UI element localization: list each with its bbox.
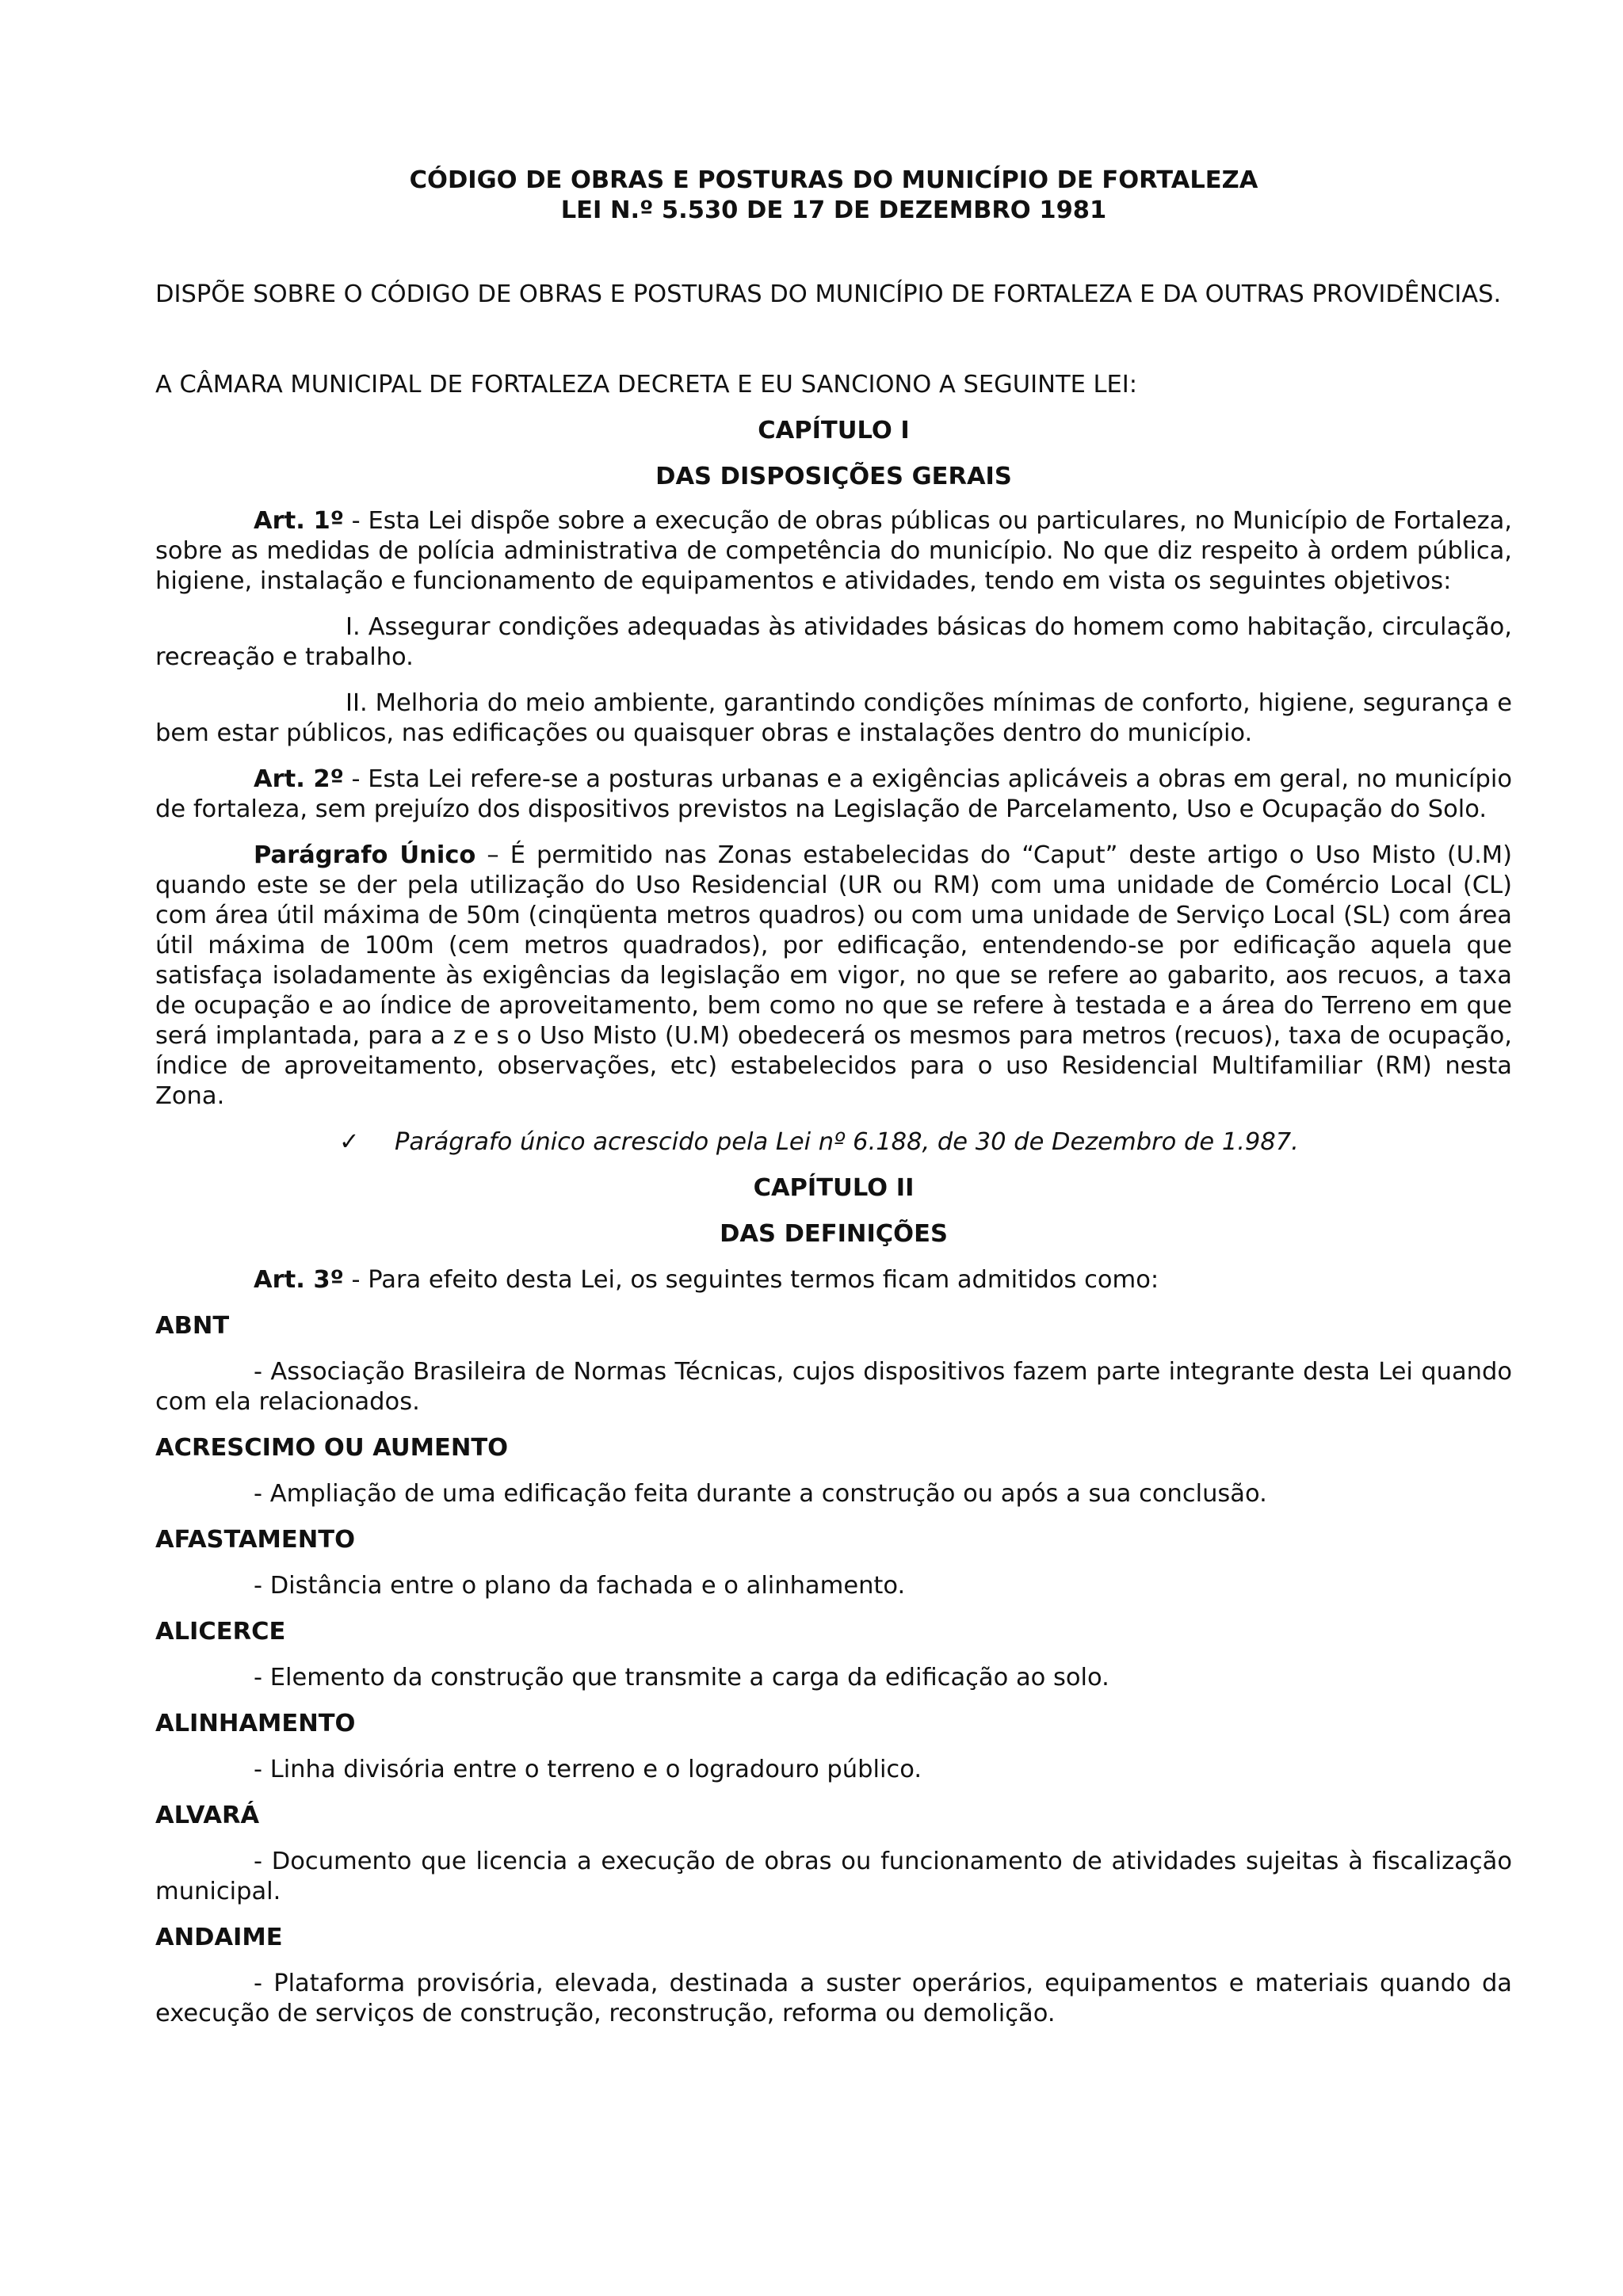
definition-term: ALVARÁ [155, 1802, 260, 1829]
article-3-text: - Para efeito desta Lei, os seguintes termos ficam admitidos como: [343, 1266, 1159, 1294]
article-2 [155, 765, 1512, 825]
definition-term: ANDAIME [155, 1924, 283, 1951]
definition-text: - Elemento da construção que transmite a carga da edificação ao solo. [254, 1664, 1109, 1691]
article-2-label: Art. 2º [254, 765, 344, 793]
definition-text: - Associação Brasileira de Normas Técnicas, cujos dispositivos fazem parte integrante desta Lei quando com ela relacionados. [155, 1358, 1512, 1416]
definition-term: ACRESCIMO OU AUMENTO [155, 1434, 509, 1462]
decree-statement: A CÂMARA MUNICIPAL DE FORTALEZA DECRETA E EU SANCIONO A SEGUINTE LEI: [155, 371, 1138, 399]
article-1-text: - Esta Lei dispõe sobre a execução de obras públicas ou particulares, no Município de Fortaleza, sobre as medidas de polícia administrativa de competência do município. No que diz respeito à ordem pública, higiene, instalação e funcionamento de equipamentos e atividades, tendo em vista os seguintes objetivos: [155, 507, 1512, 595]
definition-text: - Distância entre o plano da fachada e o alinhamento. [254, 1572, 906, 1600]
sole-paragraph-label: Parágrafo Único [254, 841, 476, 869]
definition-term: ABNT [155, 1312, 230, 1340]
sole-paragraph [155, 841, 1512, 1112]
definition-text: - Linha divisória entre o terreno e o logradouro público. [254, 1756, 922, 1783]
checkmark-icon: ✓ [339, 1128, 360, 1156]
chapter-2-number: CAPÍTULO II [753, 1174, 915, 1202]
article-3-label: Art. 3º [254, 1266, 344, 1294]
definition-text: - Documento que licencia a execução de obras ou funcionamento de atividades sujeitas à fiscalização municipal. [155, 1848, 1512, 1905]
article-1-label: Art. 1º [254, 507, 344, 535]
chapter-1-name: DAS DISPOSIÇÕES GERAIS [655, 463, 1012, 490]
article-3 [155, 1265, 1512, 1295]
law-number: LEI N.º 5.530 DE 17 DE DEZEMBRO 1981 [560, 196, 1107, 224]
article-1-item-1: I. Assegurar condições adequadas às atividades básicas do homem como habitação, circulação, recreação e trabalho. [155, 613, 1512, 671]
amendment-note-text: Parágrafo único acrescido pela Lei nº 6.188, de 30 de Dezembro de 1.987. [395, 1128, 1299, 1156]
definition-term: ALICERCE [155, 1618, 286, 1646]
amendment-note [155, 1127, 1512, 1158]
article-1-item-2: II. Melhoria do meio ambiente, garantindo condições mínimas de conforto, higiene, segurança e bem estar públicos, nas edificações ou quaisquer obras e instalações dentro do município. [155, 689, 1512, 747]
definition-text: - Plataforma provisória, elevada, destinada a suster operários, equipamentos e materiais quando da execução de serviços de construção, reconstrução, reforma ou demolição. [155, 1970, 1512, 2027]
definition-term: AFASTAMENTO [155, 1526, 355, 1554]
article-2-text: - Esta Lei refere-se a posturas urbanas e a exigências aplicáveis a obras em geral, no município de fortaleza, sem prejuízo dos dispositivos previstos na Legislação de Parcelamento, Uso e Ocupação do Solo. [155, 765, 1512, 823]
definition-text: - Ampliação de uma edificação feita durante a construção ou após a sua conclusão. [254, 1480, 1267, 1508]
article-1 [155, 506, 1512, 597]
ementa: DISPÕE SOBRE O CÓDIGO DE OBRAS E POSTURAS DO MUNICÍPIO DE FORTALEZA E DA OUTRAS PROVIDÊNCIAS. [155, 280, 1502, 308]
chapter-2-name: DAS DEFINIÇÕES [720, 1220, 948, 1248]
chapter-1-number: CAPÍTULO I [758, 417, 910, 444]
document-title: CÓDIGO DE OBRAS E POSTURAS DO MUNICÍPIO DE FORTALEZA [409, 166, 1258, 194]
definition-term: ALINHAMENTO [155, 1710, 356, 1737]
sole-paragraph-text: – É permitido nas Zonas estabelecidas do “Caput” deste artigo o Uso Misto (U.M) quando este se der pela utilização do Uso Residencial (UR ou RM) com uma unidade de Comércio Local (CL) com área útil máxima de 50m (cinqüenta metros quadros) ou com uma unidade de Serviço Local (SL) com área útil máxima de 100m (cem metros quadrados), por edificação, entendendo-se por edificação aquela que satisfaça isoladamente às exigências da legislação em vigor, no que se refere ao gabarito, aos recuos, a taxa de ocupação e ao índice de aproveitamento, bem como no que se refere à testada e a área do Terreno em que será implantada, para a z e s o Uso Misto (U.M) obedecerá os mesmos para metros (recuos), taxa de ocupação, índice de aproveitamento, observações, etc) estabelecidos para o uso Residencial Multifamiliar (RM) nesta Zona. [155, 841, 1512, 1110]
document-page [155, 166, 1512, 2029]
